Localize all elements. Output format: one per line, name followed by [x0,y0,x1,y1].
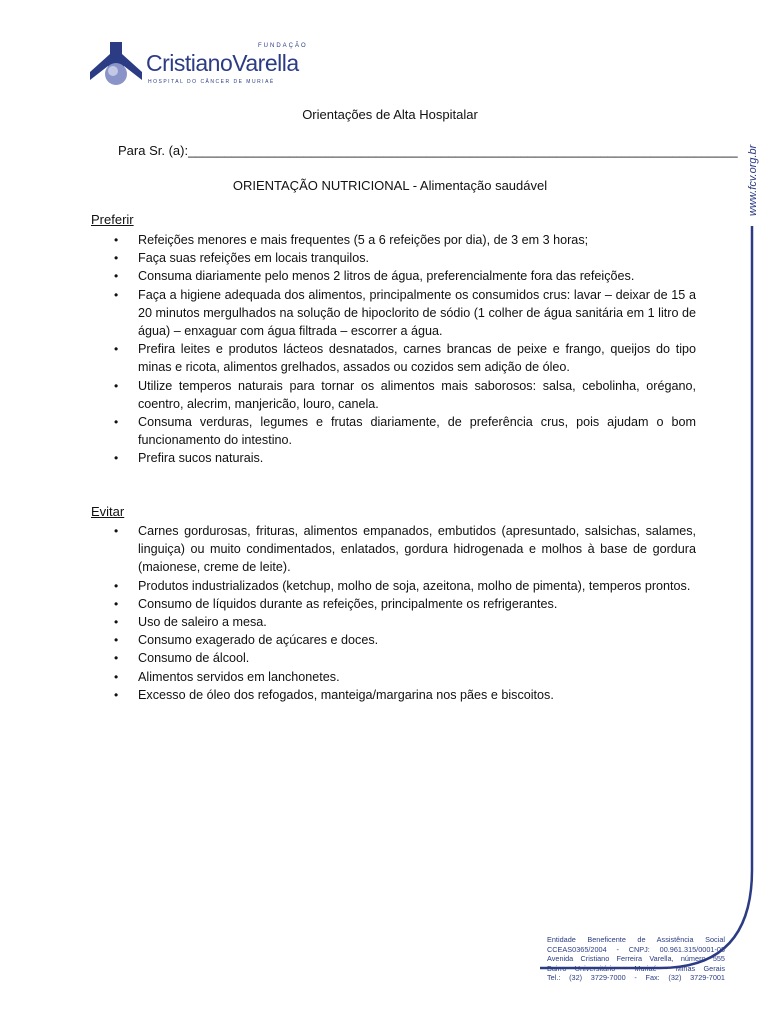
footer-line: Avenida Cristiano Ferreira Varella, número 555 [547,954,725,964]
list-item: • Prefira leites e produtos lácteos desnatados, carnes brancas de peixe e frango, queijos do tipo minas e ricota, alimentos grelhados, assados ou cozidos sem adição de óleo. [112,340,696,376]
footer-line: CCEAS0365/2004 - CNPJ: 00.961.315/0001-03 [547,944,725,954]
logo-emblem-icon [88,40,144,90]
patient-name-line: Para Sr. (a):____________________________________________________________________________ [118,143,738,158]
logo-name: CristianoVarella [146,50,299,76]
list-item: • Faça a higiene adequada dos alimentos, principalmente os consumidos crus: lavar – deixar de 15 a 20 minutos mergulhados na solução de hipoclorito de sódio (1 colher de água sanitária em 1 litro de água) – enxaguar com água filtrada – escorrer a água. [112,286,696,341]
avoid-heading: Evitar [91,504,125,519]
list-item: • Produtos industrializados (ketchup, molho de soja, azeitona, molho de pimenta), temperos prontos. [112,577,696,595]
document-title: Orientações de Alta Hospitalar [302,107,478,122]
list-item: • Excesso de óleo dos refogados, manteiga/margarina nos pães e biscoitos. [112,686,696,704]
logo [88,40,318,90]
list-item: • Utilize temperos naturais para tornar os alimentos mais saborosos: salsa, cebolinha, orégano, coentro, alecrim, manjericão, louro, canela. [112,377,696,413]
list-item: • Consumo exagerado de açúcares e doces. [112,631,696,649]
list-item: • Consuma diariamente pelo menos 2 litros de água, preferencialmente fora das refeições. [112,267,696,285]
list-item: • Consumo de álcool. [112,649,696,667]
side-rule-line [520,220,760,980]
website-sidebar [743,140,763,220]
prefer-heading: Preferir [91,212,134,227]
footer-line: Bairro Universitário - Muriaé - Minas Gerais [547,963,725,973]
footer-address [547,935,725,983]
list-item: • Alimentos servidos em lanchonetes. [112,668,696,686]
logo-foundation-text: FUNDAÇÃO [258,43,308,49]
website-text: www.fcv.org.br [747,144,759,216]
list-item: • Uso de saleiro a mesa. [112,613,696,631]
list-item: • Prefira sucos naturais. [112,449,696,467]
list-item: • Refeições menores e mais frequentes (5 a 6 refeições por dia), de 3 em 3 horas; [112,231,696,249]
logo-subtitle: HOSPITAL DO CÂNCER DE MURIAÉ [148,79,275,85]
document-subtitle: ORIENTAÇÃO NUTRICIONAL - Alimentação saudável [232,178,548,193]
footer-line: Tel.: (32) 3729-7000 - Fax: (32) 3729-7001 [547,973,725,983]
list-item: • Carnes gordurosas, frituras, alimentos empanados, embutidos (apresuntado, salsichas, salames, linguiça) ou muito condimentados, enlatados, gordura hidrogenada e molhos à base de gordura (maionese, creme de leite). [112,522,696,577]
list-item: • Faça suas refeições em locais tranquilos. [112,249,696,267]
list-item: • Consuma verduras, legumes e frutas diariamente, de preferência crus, pois ajudam o bom funcionamento do intestino. [112,413,696,449]
footer-line: Entidade Beneficente de Assistência Social [547,935,725,944]
list-item: • Consumo de líquidos durante as refeições, principalmente os refrigerantes. [112,595,696,613]
